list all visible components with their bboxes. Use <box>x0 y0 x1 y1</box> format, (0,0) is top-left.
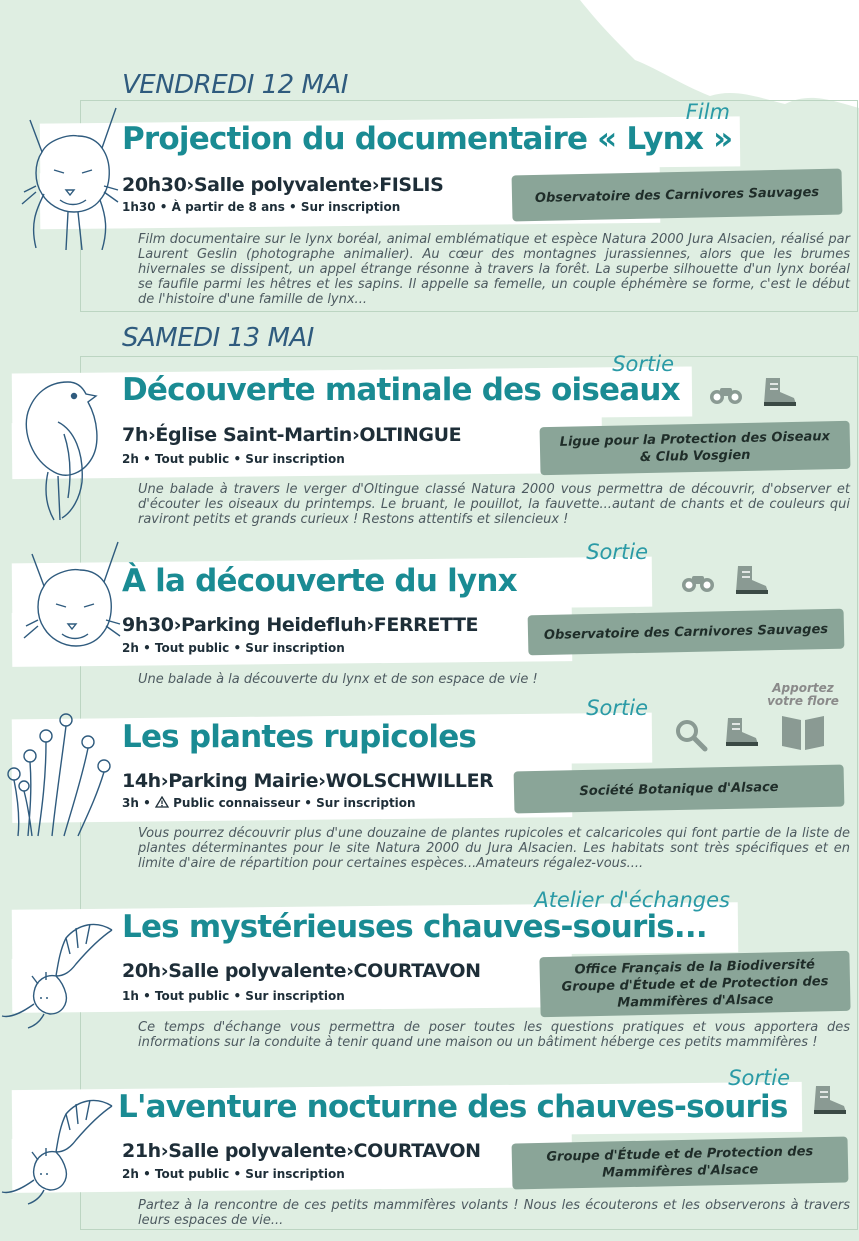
book-icon <box>780 712 826 752</box>
event-town: FISLIS <box>379 174 444 196</box>
event-organizer <box>540 421 851 475</box>
bat-illustration <box>0 914 118 1030</box>
chevron-right-icon: › <box>147 424 156 446</box>
event-category: Atelier d'échanges <box>534 888 730 912</box>
binoculars-icon <box>680 570 716 594</box>
event-time: 7h <box>122 424 148 446</box>
organizer-label: Mammifères d'Alsace <box>617 991 774 1011</box>
event-description: Film documentaire sur le lynx boréal, animal emblématique et espèce Natura 2000 Jura Alsacien, réalisé par Laurent Geslin (photographe animalier). Au cœur des montagnes jurassiennes, alors que les brumes hivernales se dissipent, un appel étrange résonne à travers la forêt. La superbe silhouette d'un lynx boréal se faufile parmi les hêtres et les sapins. Il appelle sa femelle, un couple éphémère se forme, c'est le début de l'histoire d'une famille de lynx... <box>138 232 850 307</box>
chevron-right-icon: › <box>351 424 360 446</box>
event-meta-duration: 3h • <box>122 796 151 810</box>
organizer-label: Ligue pour la Protection des Oiseaux <box>559 429 831 450</box>
event-organizer <box>512 1136 849 1189</box>
event-time: 14h <box>122 770 161 792</box>
event-category: Sortie <box>612 352 674 376</box>
event-category: Sortie <box>728 1066 790 1090</box>
event-time: 9h30 <box>122 614 174 636</box>
organizer-label: Société Botanique d'Alsace <box>579 779 779 799</box>
bring-flora-note: Apportez votre flore <box>767 681 839 708</box>
event-meta: 2h • Tout public • Sur inscription <box>122 641 345 655</box>
day-heading-friday: VENDREDI 12 MAI <box>122 70 348 100</box>
event-category: Sortie <box>586 540 648 564</box>
flowers-illustration <box>2 708 120 838</box>
hiking-boot-icon <box>722 716 762 748</box>
event-meta: 2h • Tout public • Sur inscription <box>122 452 345 466</box>
event-meta-audience: Public connaisseur • Sur inscription <box>173 796 416 810</box>
organizer-label: & Club Vosgien <box>639 447 751 466</box>
event-town: OLTINGUE <box>359 424 462 446</box>
event-town: FERRETTE <box>373 614 479 636</box>
event-organizer <box>512 169 843 222</box>
event-place: Parking Mairie <box>168 770 319 792</box>
event-time-place <box>122 1140 481 1162</box>
event-organizer <box>514 765 845 814</box>
event-time-place <box>122 960 481 982</box>
hiking-boot-icon <box>760 376 800 408</box>
chevron-right-icon: › <box>371 174 380 196</box>
chevron-right-icon: › <box>186 174 194 196</box>
event-place: Salle polyvalente <box>168 1140 347 1162</box>
event-meta: 1h • Tout public • Sur inscription <box>122 989 345 1003</box>
event-time: 20h30 <box>122 174 187 196</box>
bat-illustration <box>0 1090 118 1206</box>
event-place: Salle polyvalente <box>193 174 372 196</box>
event-description: Une balade à la découverte du lynx et de son espace de vie ! <box>138 672 538 687</box>
chevron-right-icon: › <box>160 1140 169 1162</box>
event-time-place <box>122 770 493 792</box>
binoculars-icon <box>708 382 744 406</box>
event-time-place <box>122 424 461 446</box>
event-meta <box>122 796 416 810</box>
organizer-label: Groupe d'Étude et de Protection des <box>561 973 829 995</box>
event-place: Parking Heidefluh <box>181 614 367 636</box>
hiking-boot-icon <box>810 1084 850 1116</box>
event-time: 21h <box>122 1140 161 1162</box>
event-meta: 2h • Tout public • Sur inscription <box>122 1167 345 1181</box>
chevron-right-icon: › <box>318 770 326 792</box>
event-organizer <box>528 609 845 656</box>
event-description: Partez à la rencontre de ces petits mammifères volants ! Nous les écouterons et les observerons à travers leurs espaces de vie... <box>138 1198 850 1228</box>
event-organizer <box>539 951 850 1017</box>
organizer-label: Mammifères d'Alsace <box>602 1162 759 1181</box>
event-category: Sortie <box>586 696 648 720</box>
event-description: Ce temps d'échange vous permettra de poser toutes les questions pratiques et vous apportera des informations sur la conduite à tenir quand une maison ou un bâtiment héberge ces petits mammifères ! <box>138 1020 850 1050</box>
hiking-boot-icon <box>732 564 772 596</box>
event-title: L'aventure nocturne des chauves-souris <box>118 1089 788 1125</box>
chevron-right-icon: › <box>160 960 169 982</box>
organizer-label: Office Français de la Biodiversité <box>574 956 815 978</box>
organizer-label: Groupe d'Étude et de Protection des <box>546 1144 814 1165</box>
event-place: Église Saint-Martin <box>155 424 352 446</box>
event-town: COURTAVON <box>353 1140 481 1162</box>
event-title: Les mystérieuses chauves-souris... <box>122 909 707 945</box>
chevron-right-icon: › <box>173 614 182 636</box>
event-time-place <box>122 614 478 636</box>
magnifier-icon <box>674 718 708 752</box>
header-brush-shape <box>560 0 859 110</box>
chevron-right-icon: › <box>160 770 169 792</box>
day-heading-saturday: SAMEDI 13 MAI <box>122 323 314 353</box>
event-description: Vous pourrez découvrir plus d'une douzaine de plantes rupicoles et calcaricoles qui font partie de la liste de plantes déterminantes pour le site Natura 2000 du Jura Alsacien. Les habitats sont très spécifiques et en limite d'aire de répartition pour certaines espèces...Amateurs régalez-vous.... <box>138 826 850 871</box>
organizer-label: Observatoire des Carnivores Sauvages <box>534 184 820 206</box>
lynx-illustration <box>8 100 126 250</box>
event-time-place <box>122 174 443 196</box>
chevron-right-icon: › <box>366 614 374 636</box>
event-title: Projection du documentaire « Lynx » <box>122 121 733 157</box>
chevron-right-icon: › <box>346 960 354 982</box>
organizer-label: Observatoire des Carnivores Sauvages <box>543 621 829 643</box>
lynx-illustration <box>10 536 128 666</box>
event-title: Découverte matinale des oiseaux <box>122 372 680 408</box>
event-meta: 1h30 • À partir de 8 ans • Sur inscription <box>122 200 401 214</box>
event-town: WOLSCHWILLER <box>325 770 494 792</box>
event-category: Film <box>685 100 730 124</box>
event-place: Salle polyvalente <box>168 960 347 982</box>
event-title: À la découverte du lynx <box>122 563 517 599</box>
warning-icon <box>155 796 169 808</box>
event-description: Une balade à travers le verger d'Oltingue classé Natura 2000 vous permettra de découvrir, d'observer et d'écouter les oiseaux du printemps. Le bruant, le pouillot, la fauvette...autant de chants et de couleurs qui raviront petits et grands curieux ! Restons attentifs et silencieux ! <box>138 482 850 527</box>
chevron-right-icon: › <box>346 1140 354 1162</box>
bird-illustration <box>14 372 110 522</box>
event-title: Les plantes rupicoles <box>122 719 477 755</box>
event-town: COURTAVON <box>353 960 481 982</box>
event-time: 20h <box>122 960 161 982</box>
